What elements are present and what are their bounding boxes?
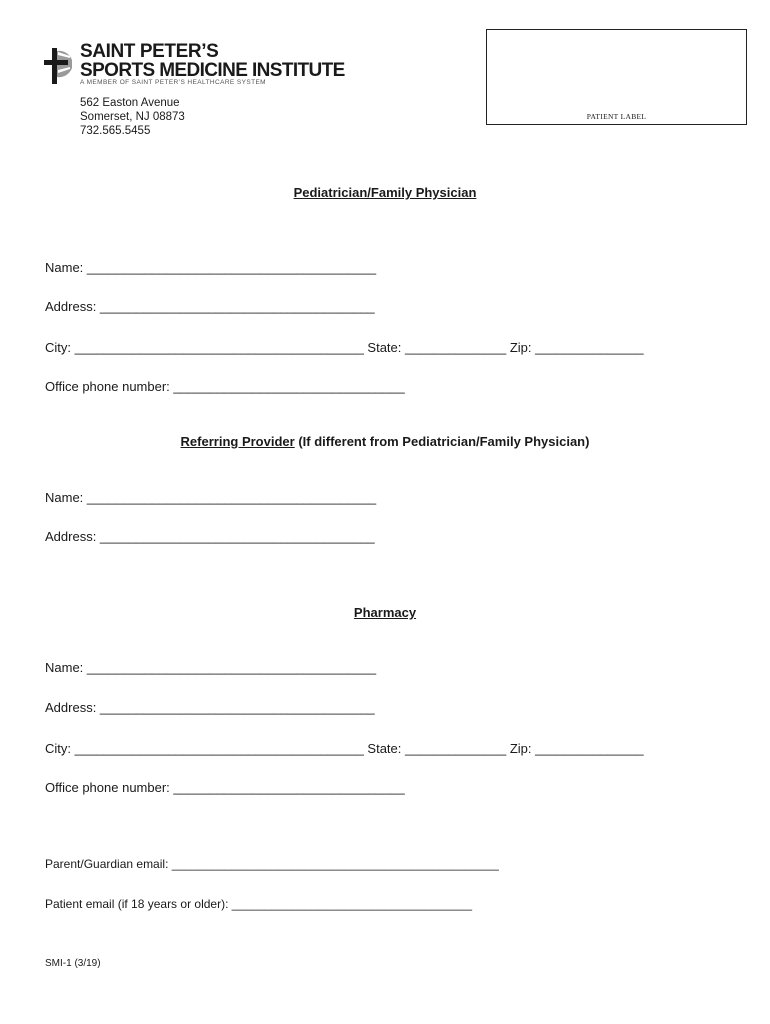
- referring-address-field[interactable]: Address: ______________________________________: [45, 529, 375, 544]
- patient-label-caption: PATIENT LABEL: [586, 112, 647, 121]
- saint-peters-logo-icon: [44, 46, 74, 86]
- referring-provider-title: Referring Provider: [180, 434, 295, 449]
- guardian-email-field[interactable]: Parent/Guardian email: _________________________________________________: [45, 857, 499, 871]
- pharmacy-heading: Pharmacy: [353, 605, 417, 620]
- patient-email-field[interactable]: Patient email (if 18 years or older): ____________________________________: [45, 897, 473, 911]
- brand-name-line2: SPORTS MEDICINE INSTITUTE: [80, 60, 345, 81]
- brand-tagline: A MEMBER OF SAINT PETER’S HEALTHCARE SYSTEM: [80, 79, 266, 86]
- referring-name-field[interactable]: Name: ________________________________________: [45, 490, 377, 505]
- pharmacy-office-phone-field[interactable]: Office phone number: ________________________________: [45, 780, 405, 795]
- pharmacy-name-field[interactable]: Name: ________________________________________: [45, 660, 377, 675]
- patient-label-box: [486, 29, 747, 125]
- pediatrician-heading: Pediatrician/Family Physician: [293, 185, 477, 200]
- form-code: SMI-1 (3/19): [45, 958, 101, 969]
- pharmacy-address-field[interactable]: Address: ______________________________________: [45, 700, 375, 715]
- address-phone: 732.565.5455: [80, 125, 151, 137]
- pediatrician-city-state-zip-field[interactable]: City: ________________________________________ State: ______________ Zip: _______________: [45, 340, 644, 355]
- pediatrician-name-field[interactable]: Name: ________________________________________: [45, 260, 377, 275]
- pharmacy-city-state-zip-field[interactable]: City: ________________________________________ State: ______________ Zip: _______________: [45, 741, 644, 756]
- address-street: 562 Easton Avenue: [80, 97, 180, 109]
- pediatrician-office-phone-field[interactable]: Office phone number: ________________________________: [45, 379, 405, 394]
- referring-provider-heading: [0, 434, 770, 449]
- address-city: Somerset, NJ 08873: [80, 111, 185, 123]
- pediatrician-address-field[interactable]: Address: ______________________________________: [45, 299, 375, 314]
- brand-name-line1: SAINT PETER’S: [80, 41, 219, 62]
- referring-provider-note: (If different from Pediatrician/Family Physician): [294, 434, 590, 449]
